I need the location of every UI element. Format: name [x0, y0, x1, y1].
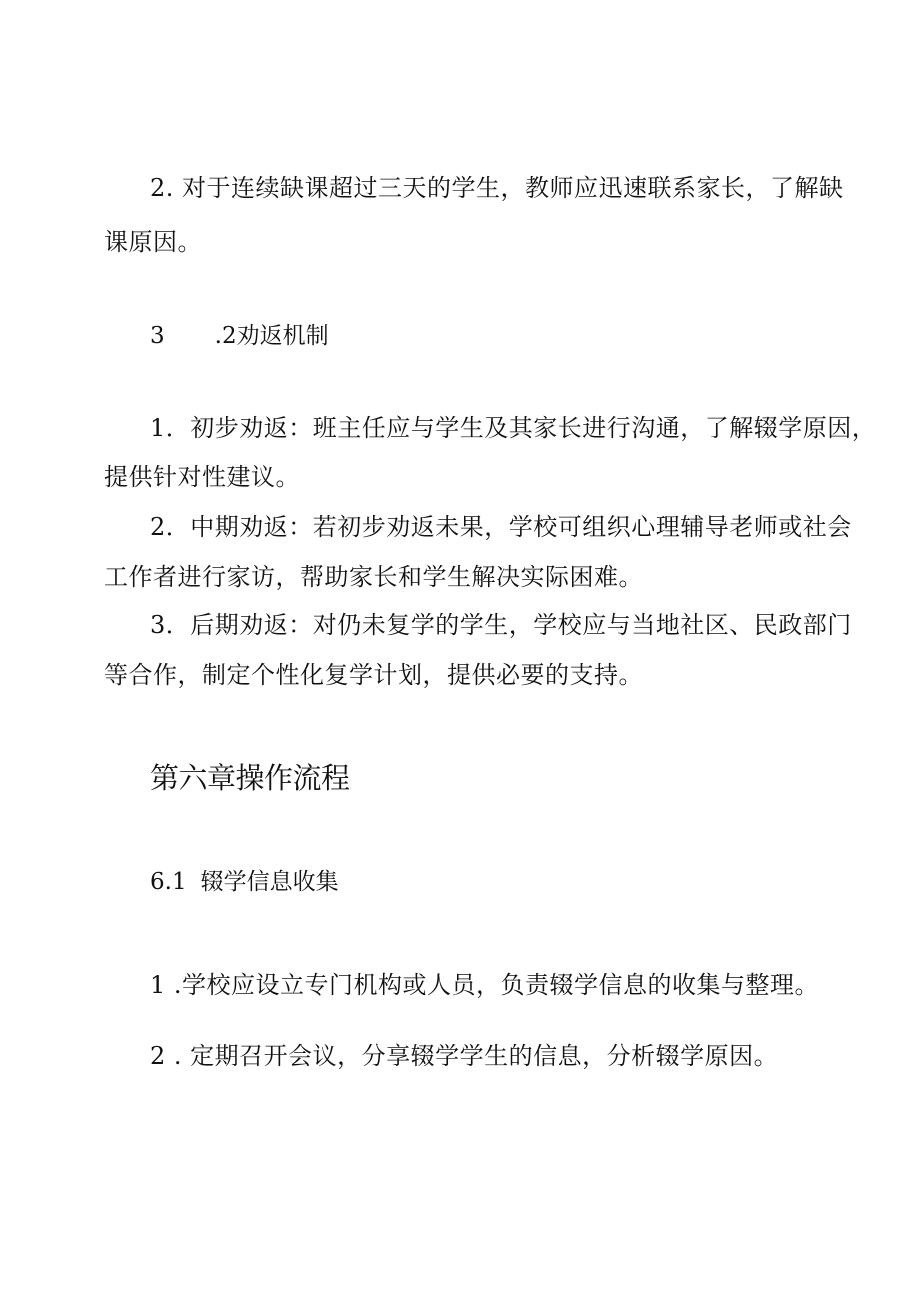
paragraph-absence-line-1: 2. 对于连续缺课超过三天的学生，教师应迅速联系家长，了解缺 — [150, 174, 844, 202]
paragraph-initial-line-2: 提供针对性建议。 — [104, 463, 300, 491]
paragraph-mid-line-1: 2．中期劝返：若初步劝返未果，学校可组织心理辅导老师或社会 — [150, 513, 852, 541]
section-6-1-number: 6.1 — [150, 869, 187, 895]
section-3-2-title: .2劝返机制 — [214, 323, 329, 349]
paragraph-collect-2: 2 . 定期召开会议，分享辍学学生的信息，分析辍学原因。 — [150, 1042, 779, 1070]
paragraph-absence-line-2: 课原因。 — [104, 228, 202, 256]
section-6-1-heading — [150, 866, 339, 898]
paragraph-initial-line-1: 1．初步劝返：班主任应与学生及其家长进行沟通，了解辍学原因， — [150, 414, 877, 442]
section-6-1-title: 辍学信息收集 — [200, 869, 339, 895]
chapter-6-heading: 第六章操作流程 — [150, 761, 350, 795]
section-3-2-number: 3 — [150, 323, 165, 349]
paragraph-mid-line-2: 工作者进行家访，帮助家长和学生解决实际困难。 — [104, 563, 643, 591]
paragraph-late-line-2: 等合作，制定个性化复学计划，提供必要的支持。 — [104, 661, 643, 689]
paragraph-collect-1: 1 .学校应设立专门机构或人员，负责辍学信息的收集与整理。 — [150, 971, 820, 999]
paragraph-late-line-1: 3．后期劝返：对仍未复学的学生，学校应与当地社区、民政部门 — [150, 611, 852, 639]
section-3-2-heading — [150, 320, 329, 352]
